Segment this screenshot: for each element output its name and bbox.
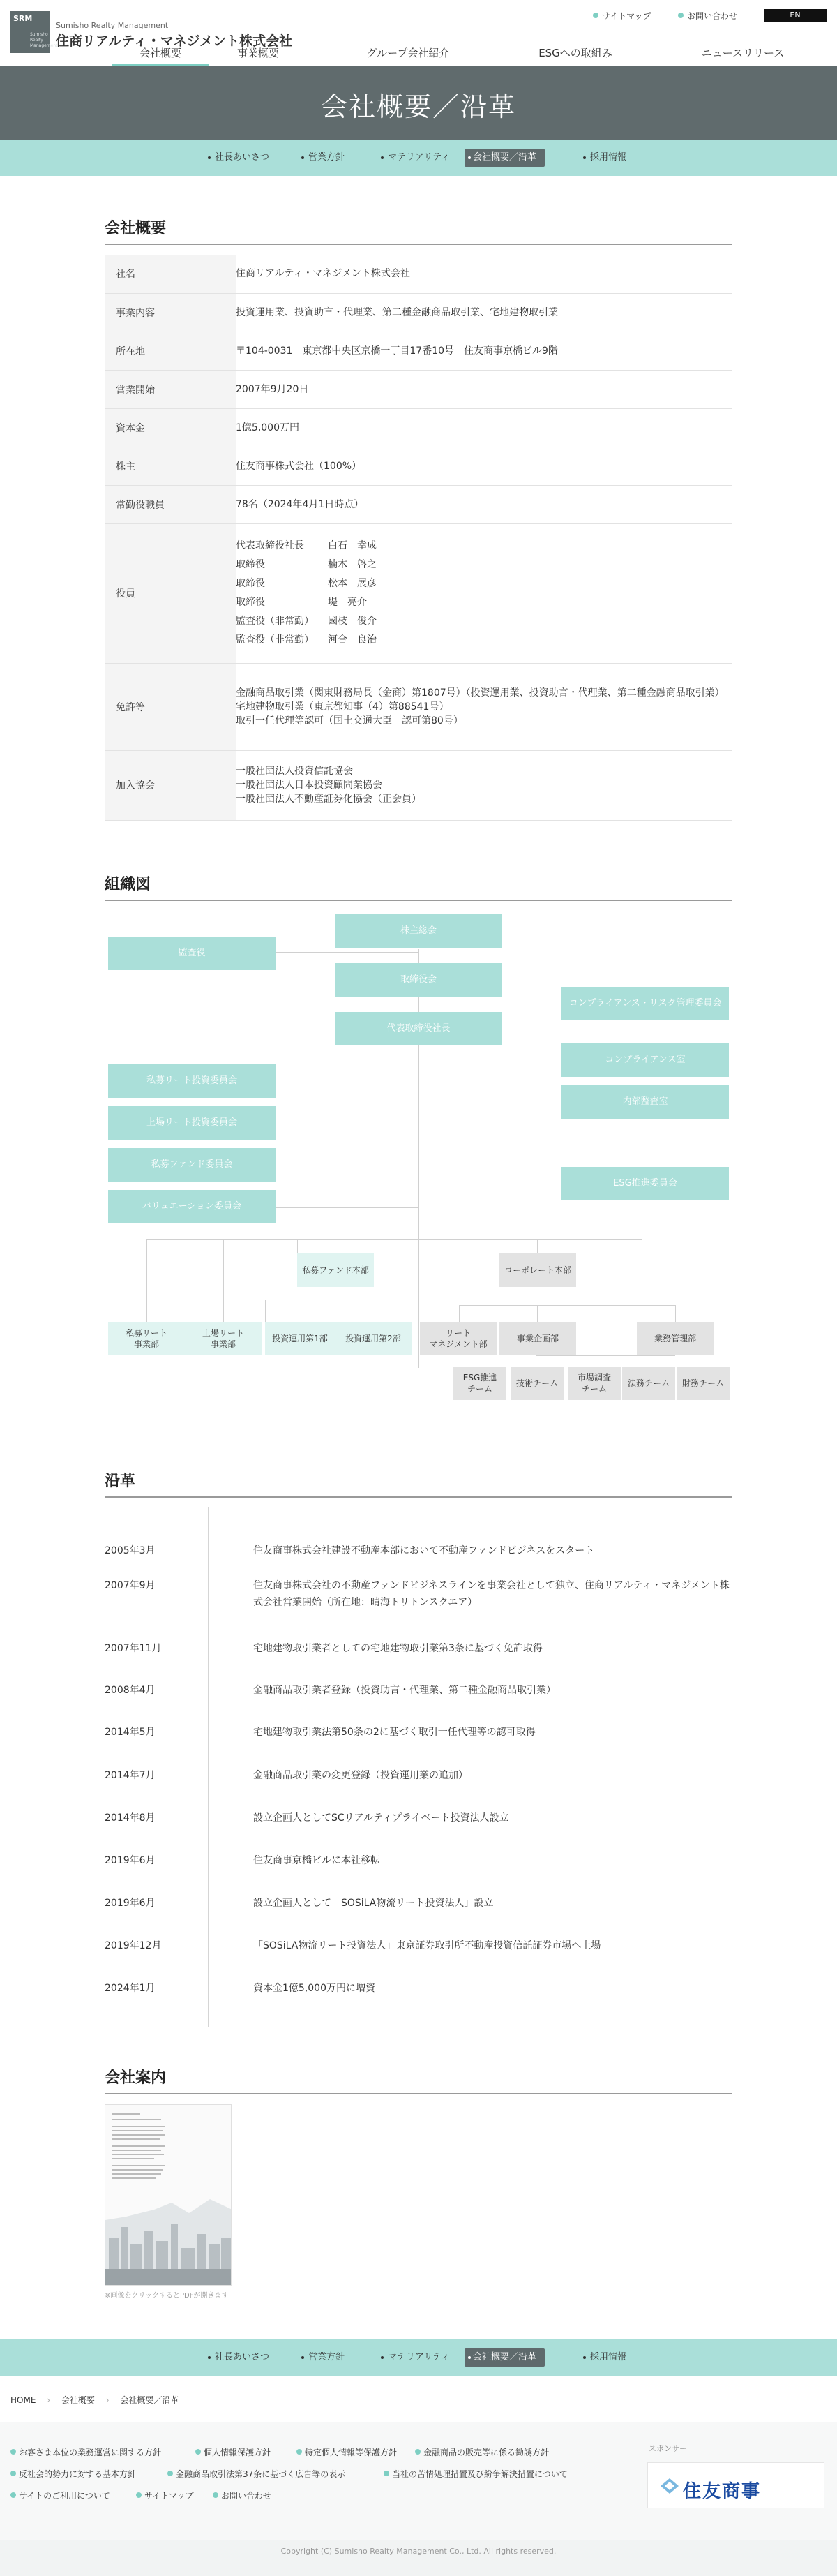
sponsor-label: スポンサー [649, 2444, 687, 2453]
breadcrumb [10, 2394, 187, 2406]
row-value: 78名（2024年4月1日時点） [236, 485, 732, 523]
chevron-right-icon: › [47, 2395, 51, 2405]
connector-line [675, 1305, 676, 1322]
footer-link[interactable]: 当社の苦情処理措置及び紛争解決措置について [384, 2468, 568, 2480]
department: 上場リート 事業部 [185, 1322, 262, 1355]
officer: 代表取締役社長 白石 幸成 [236, 540, 377, 551]
subnav-company-history[interactable]: 会社概要／沿革 [465, 2348, 545, 2367]
footer-link[interactable]: サイトのご利用について [10, 2489, 110, 2501]
table-row [105, 663, 732, 750]
team: 法務チーム [622, 1367, 675, 1400]
team: 技術チーム [511, 1367, 564, 1400]
history-heading: 沿革 [105, 1469, 732, 1498]
breadcrumb-company[interactable]: 会社概要 [61, 2395, 95, 2405]
bullet-icon [593, 13, 598, 18]
sub-nav-bottom [0, 2339, 837, 2376]
row-label: 営業開始 [105, 370, 236, 408]
overview-heading: 会社概要 [105, 216, 732, 245]
committee: 上場リート投資委員会 [108, 1106, 276, 1140]
row-value: 住友商事株式会社（100%） [236, 447, 732, 485]
sponsor-banner[interactable] [647, 2462, 824, 2508]
page-title: 会社概要／沿革 [320, 91, 516, 122]
internal-audit-office: 内部監査室 [561, 1085, 729, 1119]
footer-link[interactable]: 金融商品取引法第37条に基づく広告等の表示 [167, 2468, 345, 2480]
team: 財務チーム [677, 1367, 730, 1400]
breadcrumb-current: 会社概要／沿革 [120, 2395, 179, 2405]
connector-line [223, 1239, 224, 1322]
page-hero [0, 66, 837, 140]
associations-list [236, 750, 732, 820]
table-row [105, 370, 732, 408]
footer-link[interactable]: 金融商品の販売等に係る勧誘方針 [415, 2446, 549, 2458]
department: 投資運用第1部 [265, 1322, 335, 1355]
row-value: 2007年9月20日 [236, 370, 732, 408]
connector-line [297, 1239, 298, 1253]
department: リート マネジメント部 [420, 1322, 497, 1355]
row-value: 住商リアルティ・マネジメント株式会社 [236, 255, 732, 293]
table-row [105, 408, 732, 447]
sponsor-name: 住友商事 [683, 2481, 762, 2502]
connector-line [146, 1239, 642, 1240]
bullet-icon [678, 13, 684, 18]
association-item: 一般社団法人投資信託協会 [236, 766, 353, 777]
sitemap-link[interactable]: サイトマップ [593, 10, 651, 22]
nav-news-release[interactable]: ニュースリリース [701, 47, 785, 59]
department: 投資運用第2部 [335, 1322, 412, 1355]
footer-link[interactable]: お問い合わせ [213, 2489, 271, 2501]
nav-esg[interactable]: ESGへの取組み [538, 47, 612, 59]
officers-list [236, 523, 732, 663]
subnav-recruit[interactable]: 採用情報 [582, 2348, 626, 2367]
breadcrumb-home[interactable]: HOME [10, 2395, 36, 2405]
license-item: 取引一任代理等認可（国土交通大臣 認可第80号） [236, 715, 463, 727]
row-label: 役員 [105, 523, 236, 663]
address-map-link[interactable]: 〒104-0031 東京都中央区京橋一丁目17番10号 住友商事京橋ビル9階 [236, 345, 558, 357]
subnav-materiality[interactable]: マテリアリティ [379, 2348, 450, 2367]
table-row [105, 523, 732, 663]
row-label: 社名 [105, 255, 236, 293]
company-overview-table [105, 255, 732, 821]
row-label: 常勤役職員 [105, 485, 236, 523]
subnav-business-policy[interactable]: 営業方針 [300, 2348, 345, 2367]
sponsor-logo-icon [661, 2478, 679, 2494]
logo-subtext: Sumisho Realty Management [30, 32, 58, 48]
table-row [105, 750, 732, 820]
president-ceo: 代表取締役社長 [335, 1012, 502, 1045]
sub-nav-top [0, 140, 837, 176]
committee: 私募ファンド委員会 [108, 1148, 276, 1182]
officer: 取締役 松本 展彦 [236, 578, 377, 589]
row-value: 投資運用業、投資助言・代理業、第二種金融商品取引業、宅地建物取引業 [236, 293, 732, 332]
team: 市場調査 チーム [568, 1367, 621, 1400]
org-chart [105, 907, 732, 1452]
committee: バリュエーション委員会 [108, 1190, 276, 1223]
connector-line [537, 1305, 538, 1322]
english-language-button[interactable]: EN [764, 9, 827, 22]
table-row [105, 332, 732, 370]
footer-link[interactable]: 反社会的勢力に対する基本方針 [10, 2468, 136, 2480]
officer: 取締役 楠木 啓之 [236, 559, 377, 570]
connector-line [265, 1300, 266, 1322]
subnav-president-message[interactable]: 社長あいさつ [206, 2348, 269, 2367]
department: 私募リート 事業部 [108, 1322, 185, 1355]
company-logo[interactable] [10, 11, 58, 53]
compliance-office: コンプライアンス室 [561, 1043, 729, 1077]
table-row [105, 485, 732, 523]
private-fund-division: 私募ファンド本部 [297, 1253, 374, 1287]
esg-committee: ESG推進委員会 [561, 1167, 729, 1200]
row-label: 株主 [105, 447, 236, 485]
nav-business-overview[interactable]: 事業概要 [236, 47, 279, 59]
department: 事業企画部 [499, 1322, 576, 1355]
row-label: 事業内容 [105, 293, 236, 332]
table-row [105, 255, 732, 293]
connector-line [537, 1239, 538, 1253]
row-label: 所在地 [105, 332, 236, 370]
pamphlet-heading: 会社案内 [105, 2066, 732, 2094]
officer: 監査役（非常勤） 國枝 俊介 [236, 616, 377, 627]
subnav-materiality[interactable]: マテリアリティ [379, 149, 450, 167]
committee: 私募リート投資委員会 [108, 1064, 276, 1098]
pamphlet-caption: ※画像をクリックするとPDFが開きます [105, 2292, 229, 2300]
nav-company-overview[interactable]: 会社概要 [112, 45, 209, 66]
auditors: 監査役 [108, 937, 276, 970]
association-item: 一般社団法人不動産証券化協会（正会員） [236, 794, 421, 805]
row-label: 免許等 [105, 663, 236, 750]
licenses-list [236, 663, 732, 750]
officer: 取締役 堤 亮介 [236, 597, 367, 608]
subnav-business-policy[interactable]: 営業方針 [300, 149, 345, 167]
nav-group-companies[interactable]: グループ会社紹介 [366, 47, 450, 59]
subnav-company-history[interactable]: 会社概要／沿革 [465, 149, 545, 167]
footer-link[interactable]: 特定個人情報等保護方針 [296, 2446, 397, 2458]
pamphlet-cover-image [105, 2105, 232, 2286]
company-pamphlet-thumbnail[interactable] [105, 2104, 232, 2286]
license-item: 宅地建物取引業（東京都知事（4）第88541号） [236, 701, 449, 713]
connector-line [536, 1355, 675, 1356]
connector-line [459, 1305, 460, 1322]
department: 業務管理部 [637, 1322, 714, 1355]
footer-link[interactable]: 個人情報保護方針 [195, 2446, 271, 2458]
copyright: Copyright (C) Sumisho Realty Management Co., Ltd. All rights reserved. [0, 2540, 837, 2576]
subnav-president-message[interactable]: 社長あいさつ [206, 149, 269, 167]
site-header [0, 0, 837, 66]
connector-line [459, 1305, 675, 1306]
row-label: 資本金 [105, 408, 236, 447]
table-row [105, 293, 732, 332]
footer-link[interactable]: サイトマップ [136, 2489, 194, 2501]
officer: 監査役（非常勤） 河合 良治 [236, 634, 377, 646]
footer-link[interactable]: お客さま本位の業務運営に関する方針 [10, 2446, 161, 2458]
association-item: 一般社団法人日本投資顧問業協会 [236, 780, 382, 791]
table-row [105, 447, 732, 485]
brand-english-name: Sumisho Realty Management [56, 21, 169, 30]
corporate-division: コーポレート本部 [499, 1253, 576, 1287]
compliance-risk-committee: コンプライアンス・リスク管理委員会 [561, 987, 729, 1020]
brand-japanese-name[interactable]: 住商リアルティ・マネジメント株式会社 [56, 33, 293, 49]
connector-line [146, 1239, 147, 1322]
license-item: 金融商品取引業（関東財務局長（金商）第1807号）（投資運用業、投資助言・代理業、第二種金融商品取引業） [236, 687, 725, 699]
logo-text: SRM [13, 14, 33, 23]
row-label: 加入協会 [105, 750, 236, 820]
shareholders-meeting: 株主総会 [335, 914, 502, 948]
team: ESG推進 チーム [453, 1367, 506, 1400]
row-value [236, 332, 732, 370]
row-value: 1億5,000万円 [236, 408, 732, 447]
contact-link[interactable]: お問い合わせ [678, 10, 737, 22]
chevron-right-icon: › [105, 2395, 110, 2405]
global-nav [98, 45, 837, 66]
org-chart-heading: 組織図 [105, 872, 732, 901]
board-of-directors: 取締役会 [335, 963, 502, 997]
connector-line [272, 952, 418, 953]
connector-line [272, 1207, 418, 1208]
subnav-recruit[interactable]: 採用情報 [582, 149, 626, 167]
